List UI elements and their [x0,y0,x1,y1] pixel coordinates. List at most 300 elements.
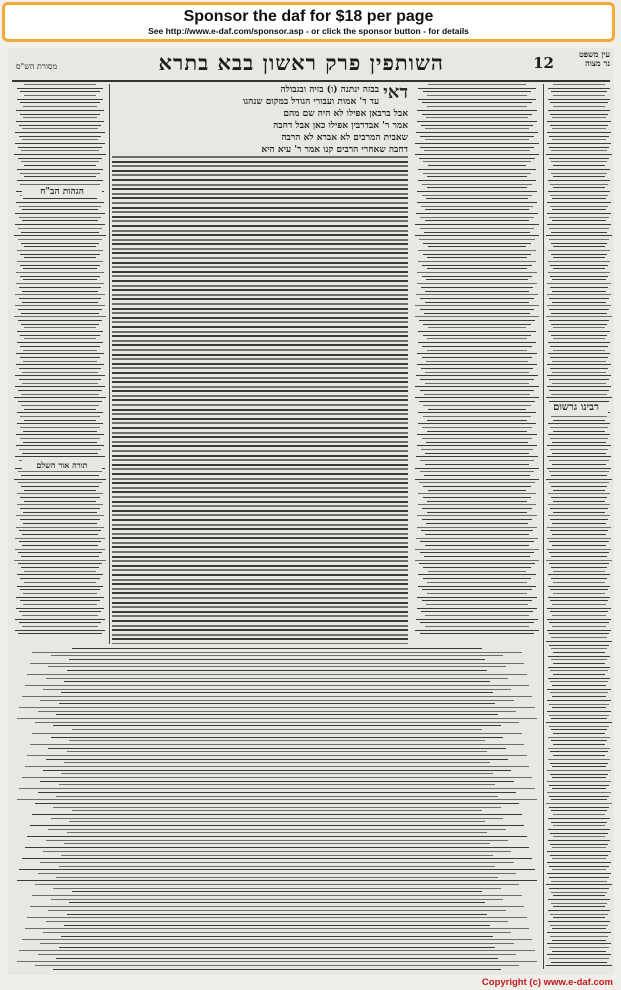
copyright-link[interactable]: Copyright (c) www.e-daf.com [481,977,613,988]
print-line [112,331,408,333]
gemara-line: דחבה שאחרי הרבים קנו אמר ר' עיא היא [261,145,408,155]
print-line [548,910,610,911]
print-line [417,364,538,365]
print-line [19,707,534,708]
print-line [547,527,610,528]
print-line [112,317,408,319]
print-line [420,217,533,218]
print-line [420,460,533,461]
print-line [40,862,513,863]
print-line [547,943,611,944]
print-line [424,150,530,151]
print-line [112,602,408,604]
print-line [423,335,531,336]
print-line [424,232,530,233]
print-line [422,265,532,266]
print-line [417,445,538,446]
print-line [553,906,605,907]
print-line [549,866,608,867]
print-line [421,368,533,369]
print-line [420,228,535,229]
print-line [549,704,608,705]
print-line [20,600,101,601]
print-line [112,556,408,558]
print-line [423,254,531,255]
print-line [415,386,538,387]
print-line [553,350,606,351]
print-line [552,685,605,686]
print-line [17,169,103,170]
print-line [427,420,527,421]
print-line [546,397,611,398]
print-line [425,220,530,221]
print-line [20,497,99,498]
print-line [19,368,101,369]
print-line [112,615,408,617]
print-line [549,147,609,148]
print-line [550,357,608,358]
print-line [427,106,528,107]
print-line [551,903,608,904]
print-line [421,530,533,531]
print-line [416,132,538,133]
print-line [548,899,609,900]
print-line [553,338,605,339]
print-line [112,390,408,392]
print-line [112,216,408,218]
page-number: 12 [533,54,554,72]
print-line [547,538,611,539]
print-line [112,386,408,388]
print-line [48,910,506,911]
print-line [427,582,527,583]
print-line [415,143,538,144]
print-line [24,246,96,247]
print-line [423,578,531,579]
print-line [19,788,534,789]
print-line [550,206,609,207]
print-line [553,420,605,421]
print-line [419,158,535,159]
print-line [549,563,610,564]
print-line [20,438,101,439]
print-line [22,453,97,454]
print-line [53,969,500,970]
print-line [549,877,609,878]
print-line [35,884,519,885]
print-line [552,279,605,280]
gemara-line: בבזה ינתנה (ו) בזיה ובגבולה [280,85,380,95]
print-line [112,289,408,291]
print-line [67,670,488,671]
print-line [549,947,608,948]
print-line [24,338,97,339]
print-line [22,696,532,697]
print-line [548,272,611,273]
print-line [17,342,103,343]
print-line [23,593,97,594]
print-line [112,381,408,383]
print-line [112,510,408,512]
print-line [422,276,533,277]
print-line [417,527,538,528]
print-line [550,774,609,775]
print-line [553,187,606,188]
print-line [549,309,609,310]
print-line [423,416,531,417]
print-line [35,965,519,966]
print-line [549,217,608,218]
print-line [549,958,609,959]
print-line [547,456,611,457]
print-line [112,643,408,644]
print-line [16,283,104,284]
print-line [53,807,500,808]
print-line [551,91,608,92]
gemara-opening-word: דאי [383,84,408,103]
print-line [112,445,408,447]
print-line [547,689,610,690]
print-line [112,372,408,374]
print-line [30,744,524,745]
print-line [67,914,488,915]
print-line [24,582,97,583]
print-line [548,515,611,516]
print-line [112,280,408,282]
print-line [552,766,605,767]
print-line [552,545,607,546]
print-line [547,781,611,782]
print-line [53,888,500,889]
print-line [551,556,606,557]
print-line [418,423,536,424]
print-line [20,254,99,255]
print-line [420,309,535,310]
print-line [418,261,536,262]
print-line [17,504,103,505]
print-line [552,777,606,778]
print-line [426,198,528,199]
print-line [112,156,408,158]
print-line [547,283,610,284]
print-line [547,202,610,203]
print-line [549,633,609,634]
masoret-hashas-header: מסורת הש"ס [16,62,58,71]
print-line [425,291,528,292]
print-line [546,316,611,317]
print-line [51,818,503,819]
print-line [552,951,607,952]
print-line [16,202,104,203]
print-line [548,99,610,100]
print-line [553,836,606,837]
print-line [550,936,609,937]
print-line [67,832,488,833]
print-line [112,620,408,622]
print-line [424,313,530,314]
print-line [22,372,97,373]
print-line [546,560,611,561]
print-line [548,818,609,819]
print-line [20,519,101,520]
print-line [112,275,408,277]
print-line [551,254,608,255]
print-line [56,796,498,797]
print-line [552,117,605,118]
sponsor-headline: Sponsor the daf for $18 per page [183,8,434,25]
print-line [16,597,103,598]
print-line [38,954,517,955]
print-line [546,965,611,966]
gemara-line: שאבית המרבים לא אברא לא הרבה [281,133,408,143]
print-line [40,781,513,782]
print-line [548,353,611,354]
print-line [422,508,532,509]
print-line [547,305,612,306]
print-line [112,262,408,264]
print-line [415,468,538,469]
print-line [15,456,104,457]
print-line [25,685,530,686]
print-line [427,257,527,258]
print-line [22,220,98,221]
print-line [51,737,503,738]
print-line [422,184,532,185]
print-line [112,592,408,594]
print-line [553,106,606,107]
print-line [553,246,604,247]
print-line [425,302,530,303]
print-line [112,487,408,489]
sponsor-details-link[interactable]: See http://www.e-daf.com/sponsor.asp - or click the sponsor button - for details [148,26,469,36]
print-line [20,184,100,185]
print-line [415,560,540,561]
print-line [416,294,538,295]
print-line [64,843,490,844]
print-line [423,405,530,406]
print-line [552,291,606,292]
print-line [552,928,605,929]
print-line [419,401,535,402]
print-line [415,549,538,550]
print-line [17,331,103,332]
print-line [553,95,605,96]
print-line [112,358,408,360]
print-line [112,243,408,245]
print-line [59,866,496,867]
print-line [427,512,528,513]
print-line [553,663,605,664]
print-line [551,416,608,417]
print-line [422,346,532,347]
print-line [548,250,609,251]
print-line [112,427,408,429]
print-line [418,331,535,332]
print-line [422,519,533,520]
print-line [548,261,610,262]
print-line [550,368,609,369]
print-line [38,711,517,712]
print-line [547,213,611,214]
print-line [20,427,100,428]
print-line [30,906,524,907]
print-line [423,324,530,325]
print-line [421,449,533,450]
print-line [22,139,98,140]
gemara-column [112,84,408,644]
talmud-page-scan [8,48,614,975]
header-rule [12,80,610,82]
print-line [427,431,528,432]
print-line [53,725,500,726]
print-line [23,350,97,351]
print-line [550,600,608,601]
print-line [423,161,530,162]
print-line [72,810,482,811]
print-line [16,272,103,273]
print-line [551,810,607,811]
print-line [417,272,537,273]
print-line [17,99,103,100]
print-line [550,914,607,915]
print-line [24,257,97,258]
print-line [51,655,503,656]
gemara-line: אמר ר' אבדרבין אפילו כאן אבל דחבה [273,121,408,131]
print-line [14,154,105,155]
print-line [23,198,98,199]
print-line [15,213,104,214]
print-line [416,538,538,539]
print-line [428,84,526,85]
print-line [22,545,98,546]
print-line [551,637,606,638]
print-line [17,718,538,719]
print-line [14,560,105,561]
print-line [549,228,609,229]
print-line [21,475,98,476]
print-line [422,600,533,601]
print-line [548,434,611,435]
print-line [16,110,103,111]
sponsor-banner[interactable] [2,2,615,42]
print-line [112,165,408,167]
print-line [427,501,527,502]
print-line [418,586,536,587]
print-line [112,326,408,328]
print-line [551,150,606,151]
print-line [552,453,606,454]
print-line [548,110,611,111]
print-line [552,615,606,616]
print-line [21,232,98,233]
print-line [112,551,408,553]
print-line [552,847,605,848]
print-line [20,346,100,347]
print-line [64,762,490,763]
print-line [548,191,611,192]
print-line [424,556,530,557]
print-line [422,102,532,103]
print-line [548,759,611,760]
print-line [21,405,99,406]
print-line [25,766,530,767]
print-line [416,375,538,376]
print-line [27,836,527,837]
print-line [415,305,538,306]
print-line [56,877,498,878]
print-line [549,552,609,553]
print-line [112,230,408,232]
print-line [426,279,528,280]
print-line [550,692,609,693]
print-line [24,409,96,410]
print-line [21,150,98,151]
print-line [425,453,528,454]
print-line [550,287,609,288]
print-line [112,257,408,259]
print-line [547,954,612,955]
print-line [550,427,607,428]
print-line [548,180,610,181]
print-line [548,748,610,749]
print-line [112,611,408,613]
print-line [423,243,530,244]
hagahot-habach-label: הגהות הב"ח [22,186,102,197]
print-line [20,589,100,590]
print-line [46,921,509,922]
print-line [551,335,608,336]
print-line [425,139,530,140]
print-line [20,265,100,266]
print-line [548,169,609,170]
print-line [17,574,103,575]
print-line [552,361,605,362]
print-line [112,202,408,204]
print-line [19,136,102,137]
print-line [427,268,528,269]
print-line [15,132,104,133]
print-line [547,619,611,620]
print-line [550,102,607,103]
print-line [20,173,99,174]
print-line [112,491,408,493]
print-line [22,302,98,303]
print-line [16,608,104,609]
print-line [22,777,532,778]
print-line [23,523,98,524]
print-line [15,630,105,631]
print-line [551,475,606,476]
print-line [25,847,530,848]
print-line [425,534,528,535]
print-line [59,703,496,704]
print-line [112,482,408,484]
print-line [17,250,103,251]
print-line [112,583,408,585]
print-line [551,822,608,823]
print-line [551,232,606,233]
print-line [19,298,102,299]
print-line [547,862,611,863]
print-line [426,442,528,443]
print-line [23,431,97,432]
print-line [424,475,530,476]
print-line [425,626,530,627]
print-line [112,399,408,401]
print-line [16,434,103,435]
print-line [547,700,611,701]
print-line [48,829,506,830]
